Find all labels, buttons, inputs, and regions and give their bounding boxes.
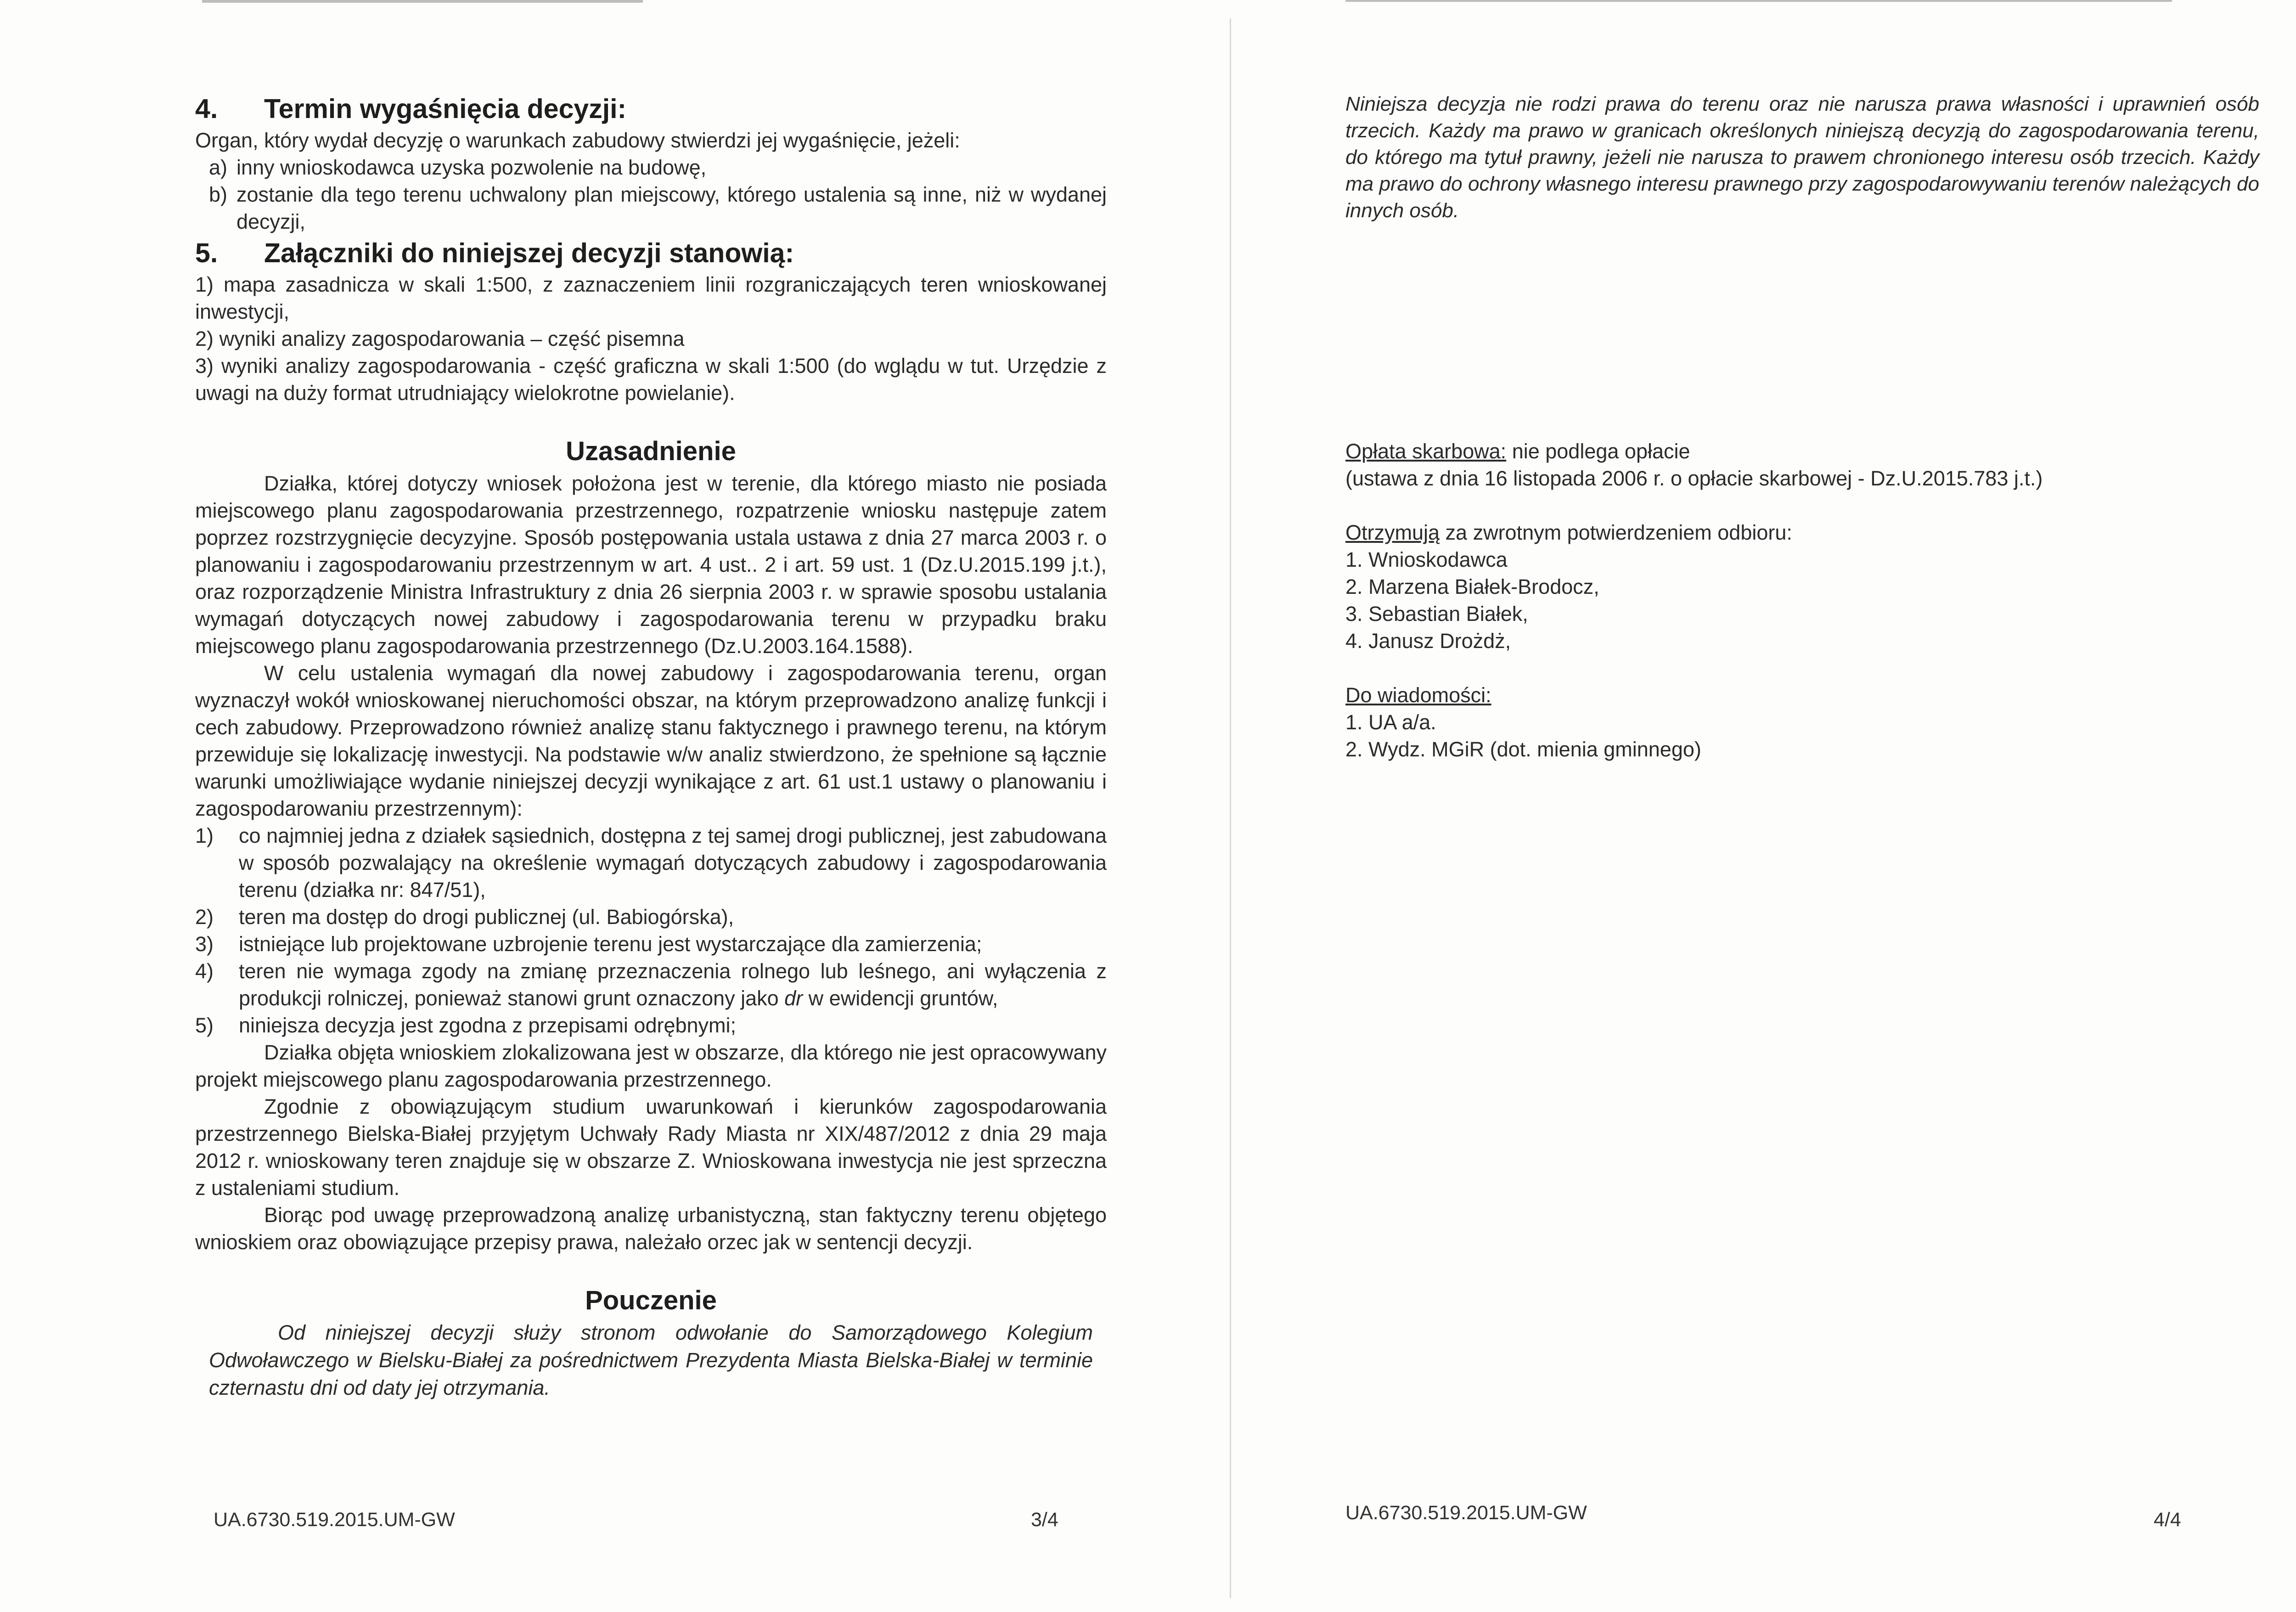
list-marker: 3) — [195, 932, 214, 956]
section-number: 5. — [195, 238, 218, 268]
pouczenie-heading: Pouczenie — [585, 1285, 717, 1315]
fee-line — [1345, 438, 2259, 465]
fee-block — [1345, 438, 2259, 492]
fee-basis: (ustawa z dnia 16 listopada 2006 r. o opłacie skarbowej - Dz.U.2015.783 j.t.) — [1345, 467, 2043, 490]
justification-paragraph: Działka, której dotyczy wniosek położona jest w terenie, dla którego miasto nie posiada miejscowego planu zagospodarowania przestrzennego, rozpatrzenie wniosku następuje zatem poprzez rozstrzygnięcie decyzyjne. Sposób postępowania ustala ustawa z dnia 27 marca 2003 r. o planowaniu i zagospodarowaniu przestrzennym w art. 4 ust.. 2 i art. 59 ust. 1 (Dz.U.2015.199 j.t.), oraz rozporządzenie Ministra Infrastruktury z dnia 26 sierpnia 2003 r. w sprawie sposobu ustalania wymagań dotyczących nowej zabudowy i zagospodarowania terenu w przypadku braku miejscowego planu zagospodarowania przestrzennego (Dz.U.2003.164.1588). — [195, 472, 1107, 658]
recipient-item: 4. Janusz Drożdż, — [1345, 629, 1511, 653]
list-text: zostanie dla tego terenu uchwalony plan miejscowy, którego ustalenia są inne, niż w wydanej decyzji, — [236, 183, 1107, 233]
page-4-content — [1345, 91, 2259, 763]
for-information-label: Do wiadomości: — [1345, 683, 1491, 707]
uzasadnienie-section — [195, 433, 1107, 1256]
list-item — [195, 903, 1107, 930]
recipient-item: 2. Marzena Białek-Brodocz, — [1345, 575, 1599, 598]
attachment-item: 3) wyniki analizy zagospodarowania - część graficzna w skali 1:500 (do wglądu w tut. Urzędzie z uwagi na duży format utrudniający wielokrotne powielanie). — [195, 354, 1107, 405]
list-marker: 2) — [195, 905, 214, 929]
conditions-list — [195, 822, 1107, 1039]
uzasadnienie-heading: Uzasadnienie — [566, 436, 736, 466]
list-text: inny wnioskodawca uzyska pozwolenie na budowę, — [236, 156, 707, 179]
section-4-heading — [195, 91, 1107, 127]
list-item — [195, 958, 1107, 1012]
list-item — [195, 1012, 1107, 1039]
list-text: co najmniej jedna z działek sąsiednich, dostępna z tej samej drogi publicznej, jest zabudowana w sposób pozwalający na określenie wymagań dotyczących zabudowy i zagospodarowania terenu (działka nr: 847/51), — [239, 824, 1107, 902]
recipient-item: 1. Wnioskodawca — [1345, 548, 1508, 571]
recipients-label: Otrzymują — [1345, 521, 1440, 544]
info-item: 2. Wydz. MGiR (dot. mienia gminnego) — [1345, 738, 1701, 761]
list-text: teren ma dostęp do drogi publicznej (ul. Babiogórska), — [239, 905, 734, 929]
appeal-instructions: Od niniejszej decyzji służy stronom odwołanie do Samorządowego Kolegium Odwoławczego w Bielsku-Białej za pośrednictwem Prezydenta Miasta Bielska-Białej w terminie czternastu dni od daty jej otrzymania. — [209, 1321, 1093, 1399]
expiry-conditions-list — [195, 154, 1107, 235]
section-number: 4. — [195, 94, 218, 124]
list-item — [195, 822, 1107, 903]
page-3-reference: UA.6730.519.2015.UM-GW — [214, 1509, 455, 1531]
list-text: niniejsza decyzja jest zgodna z przepisami odrębnymi; — [239, 1014, 737, 1037]
list-item — [195, 181, 1107, 235]
list-marker: 5) — [195, 1014, 214, 1037]
pouczenie-section — [195, 1282, 1107, 1402]
fee-label: Opłata skarbowa: — [1345, 440, 1507, 463]
list-marker: 1) — [195, 824, 214, 847]
recipients-suffix: za zwrotnym potwierdzeniem odbioru: — [1445, 521, 1792, 544]
section-5-heading — [195, 235, 1107, 271]
list-marker: a) — [208, 156, 227, 179]
list-marker: b) — [208, 183, 227, 206]
legal-notice: Niniejsza decyzja nie rodzi prawa do terenu oraz nie narusza prawa własności i uprawnień osób trzecich. Każdy ma prawo w granicach określonych niniejszą decyzją do zagospodarowania terenu, do którego ma tytuł prawny, jeżeli nie narusza to prawem chronionego interesu osób trzecich. Każdy ma prawo do ochrony własnego interesu prawnego przy zagospodarowywaniu terenów należących do innych osób. — [1345, 93, 2259, 222]
list-text-part: w ewidencji gruntów, — [808, 986, 998, 1010]
recipients-block — [1345, 519, 2259, 654]
recipients-line — [1345, 519, 2259, 546]
land-class-term: dr — [784, 986, 803, 1010]
section-4 — [195, 91, 1107, 235]
list-item — [195, 930, 1107, 958]
list-text: istniejące lub projektowane uzbrojenie terenu jest wystarczające dla zamierzenia; — [239, 932, 982, 956]
list-text-part: teren nie wymaga zgody na zmianę przeznaczenia rolnego lub leśnego, ani wyłączenia z produkcji rolniczej, ponieważ stanowi grunt oznaczony jako — [239, 959, 1107, 1010]
section-title: Załączniki do niniejszej decyzji stanowią: — [264, 238, 794, 268]
section-4-intro: Organ, który wydał decyzję o warunkach zabudowy stwierdzi jej wygaśnięcie, jeżeli: — [195, 129, 960, 152]
justification-paragraph: Zgodnie z obowiązującym studium uwarunkowań i kierunków zagospodarowania przestrzennego Bielska-Białej przyjętym Uchwały Rady Miasta nr XIX/487/2012 z dnia 29 maja 2012 r. wnioskowany teren znajduje się w obszarze Z. Wnioskowana inwestycja nie jest sprzeczna z ustaleniami studium. — [195, 1095, 1107, 1200]
list-item — [195, 154, 1107, 181]
attachment-item: 2) wyniki analizy zagospodarowania – część pisemna — [195, 327, 685, 350]
justification-paragraph: W celu ustalenia wymagań dla nowej zabudowy i zagospodarowania terenu, organ wyznaczył wokół wnioskowanej nieruchomości obszar, na którym przeprowadzono analizę funkcji i cech zabudowy. Przeprowadzono również analizę stanu faktycznego i prawnego terenu, na którym przewiduje się lokalizację inwestycji. Na podstawie w/w analiz stwierdzono, że spełnione są łącznie warunki umożliwiające wydanie niniejszej decyzji wynikające z art. 61 ust.1 ustawy o planowaniu i zagospodarowaniu przestrzennym): — [195, 661, 1107, 820]
justification-paragraph: Biorąc pod uwagę przeprowadzoną analizę urbanistyczną, stan faktyczny terenu objętego wnioskiem oraz obowiązujące przepisy prawa, należało orzec jak w sentencji decyzji. — [195, 1203, 1107, 1254]
justification-paragraph: Działka objęta wnioskiem zlokalizowana jest w obszarze, dla którego nie jest opracowywany projekt miejscowego planu zagospodarowania przestrzennego. — [195, 1041, 1107, 1091]
section-5 — [195, 235, 1107, 406]
info-item: 1. UA a/a. — [1345, 710, 1436, 734]
attachment-item: 1) mapa zasadnicza w skali 1:500, z zaznaczeniem linii rozgraniczających teren wnioskowanej inwestycji, — [195, 273, 1107, 323]
list-marker: 4) — [195, 959, 214, 983]
fee-value: nie podlega opłacie — [1512, 440, 1690, 463]
section-title: Termin wygaśnięcia decyzji: — [264, 94, 627, 124]
for-information-block — [1345, 682, 2259, 763]
page-4-number: 4/4 — [2154, 1509, 2181, 1531]
page-3-content — [195, 91, 1107, 1402]
recipient-item: 3. Sebastian Białek, — [1345, 602, 1528, 626]
page-3-number: 3/4 — [1031, 1509, 1058, 1531]
page-4 — [1231, 0, 2296, 1612]
list-text — [239, 958, 1107, 1012]
page-4-reference: UA.6730.519.2015.UM-GW — [1345, 1502, 1587, 1524]
